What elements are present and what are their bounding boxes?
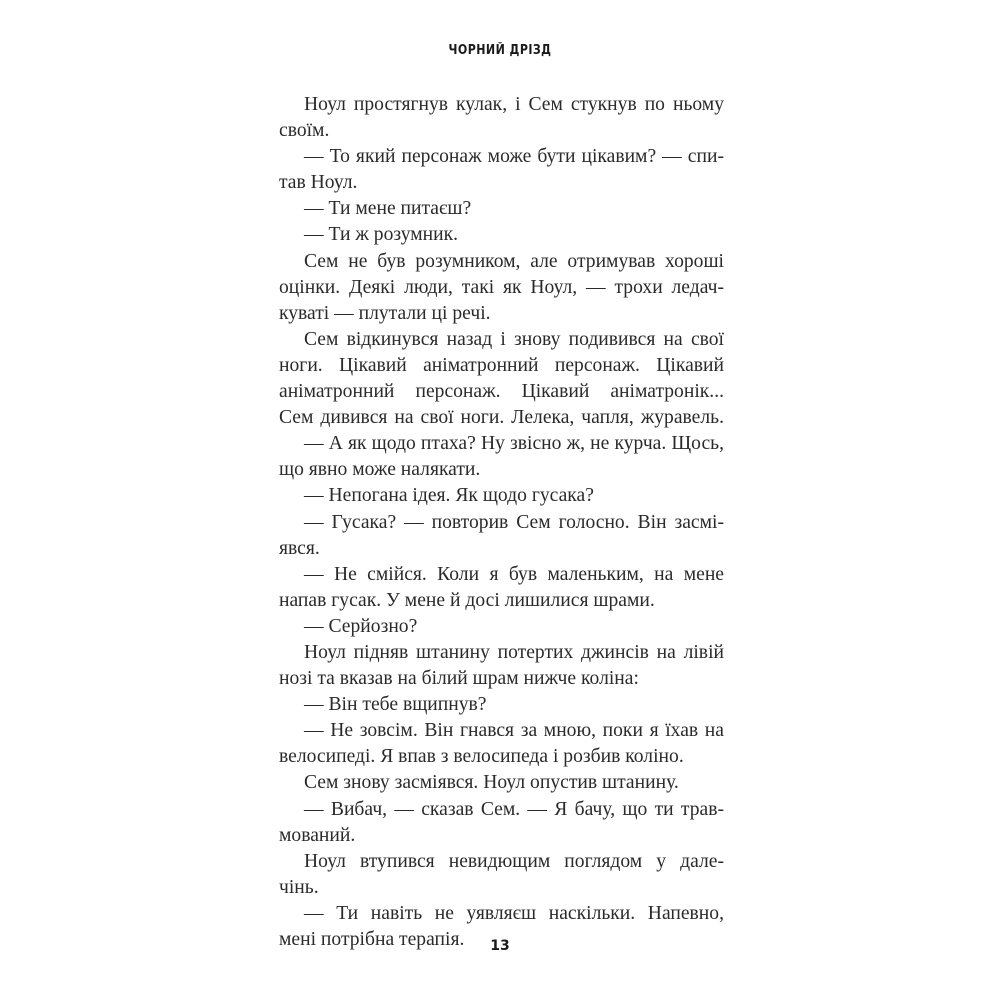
running-head: ЧОРНИЙ ДРІЗД: [448, 43, 552, 58]
text-line: — Не смійся. Коли я був маленьким, на мене: [304, 563, 724, 585]
text-line: — Не зовсім. Він гнався за мною, поки я їхав на: [304, 720, 724, 742]
text-line: — Ти ж розумник.: [304, 224, 459, 246]
page-number: 13: [490, 938, 510, 954]
text-line: Сем дивився на свої ноги. Лелека, чапля, журавель.: [279, 407, 724, 429]
text-line: — Серйозно?: [304, 615, 418, 637]
text-line: — Вибач, — сказав Сем. — Я бачу, що ти трав-: [304, 798, 724, 820]
text-line: явся.: [279, 537, 320, 559]
text-line: куваті — плутали ці речі.: [279, 302, 491, 324]
text-line: ноги. Цікавий аніматронний персонаж. Цікавий: [279, 354, 724, 376]
text-line: що явно може налякати.: [279, 459, 481, 481]
text-line: Ноул втупився невидющим поглядом у дале-: [304, 850, 724, 872]
text-line: Сем відкинувся назад і знову подивився на свої: [304, 328, 724, 350]
text-line: — Він тебе вщипнув?: [304, 694, 487, 716]
text-line: своїм.: [279, 120, 330, 142]
text-line: Ноул простягнув кулак, і Сем стукнув по ньому: [304, 94, 724, 115]
text-line: — Непогана ідея. Як щодо гусака?: [304, 485, 594, 507]
text-line: — Ти мене питаєш?: [304, 198, 472, 220]
text-line: Ноул підняв штанину потертих джинсів на лівій: [304, 641, 724, 663]
text-line: тав Ноул.: [279, 172, 358, 194]
text-line: мований.: [279, 824, 356, 846]
text-line: нозі та вказав на білий шрам нижче коліна:: [279, 668, 639, 690]
text-line: оцінки. Деякі люди, такі як Ноул, — трохи ледач-: [279, 276, 724, 298]
text-line: — А як щодо птаха? Ну звісно ж, не курча. Щось,: [304, 433, 724, 455]
text-line: велосипеді. Я впав з велосипеда і розбив коліно.: [279, 746, 684, 768]
text-line: Сем не був розумником, але отримував хороші: [304, 250, 724, 272]
text-line: чінь.: [279, 876, 319, 898]
text-line: — Гусака? — повторив Сем голосно. Він засмі-: [304, 511, 724, 533]
text-line: мені потрібна терапія.: [279, 929, 465, 950]
text-line: Сем знову засміявся. Ноул опустив штанину.: [304, 772, 679, 794]
text-line: — То який персонаж може бути цікавим? — спи-: [304, 146, 724, 168]
text-line: аніматронний персонаж. Цікавий аніматронік...: [279, 381, 724, 403]
text-line: — Ти навіть не уявляєш наскільки. Напевно,: [304, 902, 724, 924]
body-text: [279, 92, 724, 953]
text-line: напав гусак. У мене й досі лишилися шрами.: [279, 589, 655, 611]
